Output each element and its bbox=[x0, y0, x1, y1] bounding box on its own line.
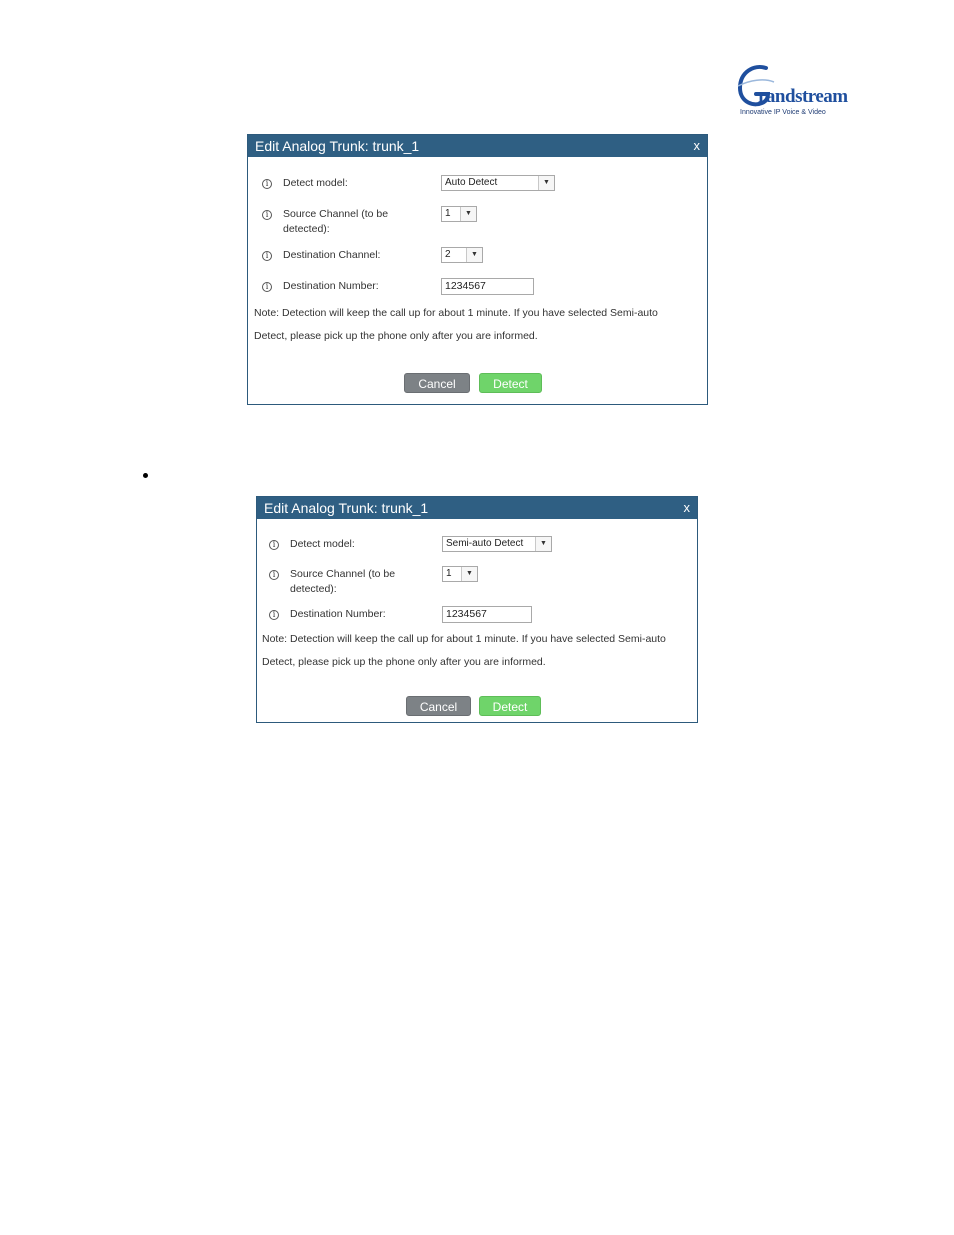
dialog-title: Edit Analog Trunk: trunk_1 bbox=[264, 500, 429, 516]
dropdown-arrow-icon: ▼ bbox=[461, 567, 477, 581]
edit-trunk-dialog-semi-auto bbox=[256, 496, 698, 723]
detect-model-select[interactable] bbox=[441, 175, 555, 191]
detect-model-label: Detect model: bbox=[283, 177, 348, 189]
source-channel-value: 1 bbox=[446, 568, 452, 579]
close-button[interactable]: x bbox=[683, 500, 690, 515]
info-icon: i bbox=[262, 282, 272, 292]
source-channel-label: Source Channel (to be detected): bbox=[290, 568, 396, 595]
source-channel-label: Source Channel (to be detected): bbox=[283, 208, 389, 235]
detect-button[interactable]: Detect bbox=[479, 373, 542, 393]
cancel-button[interactable]: Cancel bbox=[404, 373, 470, 393]
cancel-button[interactable]: Cancel bbox=[406, 696, 471, 716]
note-line-2: Detect, please pick up the phone only after you are informed. bbox=[262, 656, 546, 668]
dropdown-arrow-icon: ▼ bbox=[466, 248, 482, 262]
dialog-titlebar bbox=[248, 135, 707, 157]
info-icon: i bbox=[269, 540, 279, 550]
note-line-1: Note: Detection will keep the call up for about 1 minute. If you have selected Semi-auto bbox=[254, 307, 658, 319]
source-channel-value: 1 bbox=[445, 208, 451, 219]
destination-channel-label: Destination Channel: bbox=[283, 249, 381, 261]
destination-number-label: Destination Number: bbox=[290, 608, 386, 620]
destination-number-label: Destination Number: bbox=[283, 280, 379, 292]
list-bullet bbox=[143, 473, 148, 478]
info-icon: i bbox=[262, 251, 272, 261]
close-button[interactable]: x bbox=[693, 138, 700, 153]
source-channel-select[interactable] bbox=[442, 566, 478, 582]
info-icon: i bbox=[269, 610, 279, 620]
logo-wordmark: randstream bbox=[758, 86, 848, 107]
info-icon: i bbox=[262, 179, 272, 189]
destination-number-input[interactable]: 1234567 bbox=[441, 278, 534, 295]
detect-button[interactable]: Detect bbox=[479, 696, 541, 716]
info-icon: i bbox=[262, 210, 272, 220]
detect-model-value: Semi-auto Detect bbox=[446, 538, 524, 549]
grandstream-logo bbox=[736, 62, 848, 120]
info-icon: i bbox=[269, 570, 279, 580]
detect-model-select[interactable] bbox=[442, 536, 552, 552]
dropdown-arrow-icon: ▼ bbox=[538, 176, 554, 190]
detect-model-value: Auto Detect bbox=[445, 177, 498, 188]
edit-trunk-dialog-auto bbox=[247, 134, 708, 405]
destination-number-input[interactable]: 1234567 bbox=[442, 606, 532, 623]
destination-channel-select[interactable] bbox=[441, 247, 483, 263]
source-channel-select[interactable] bbox=[441, 206, 477, 222]
detect-model-label: Detect model: bbox=[290, 538, 355, 550]
note-line-1: Note: Detection will keep the call up for about 1 minute. If you have selected Semi-auto bbox=[262, 633, 666, 645]
dialog-title: Edit Analog Trunk: trunk_1 bbox=[255, 138, 420, 154]
note-line-2: Detect, please pick up the phone only after you are informed. bbox=[254, 330, 538, 342]
logo-tagline: Innovative IP Voice & Video bbox=[740, 109, 826, 116]
destination-channel-value: 2 bbox=[445, 249, 451, 260]
dropdown-arrow-icon: ▼ bbox=[460, 207, 476, 221]
dialog-titlebar bbox=[257, 497, 697, 519]
dropdown-arrow-icon: ▼ bbox=[535, 537, 551, 551]
